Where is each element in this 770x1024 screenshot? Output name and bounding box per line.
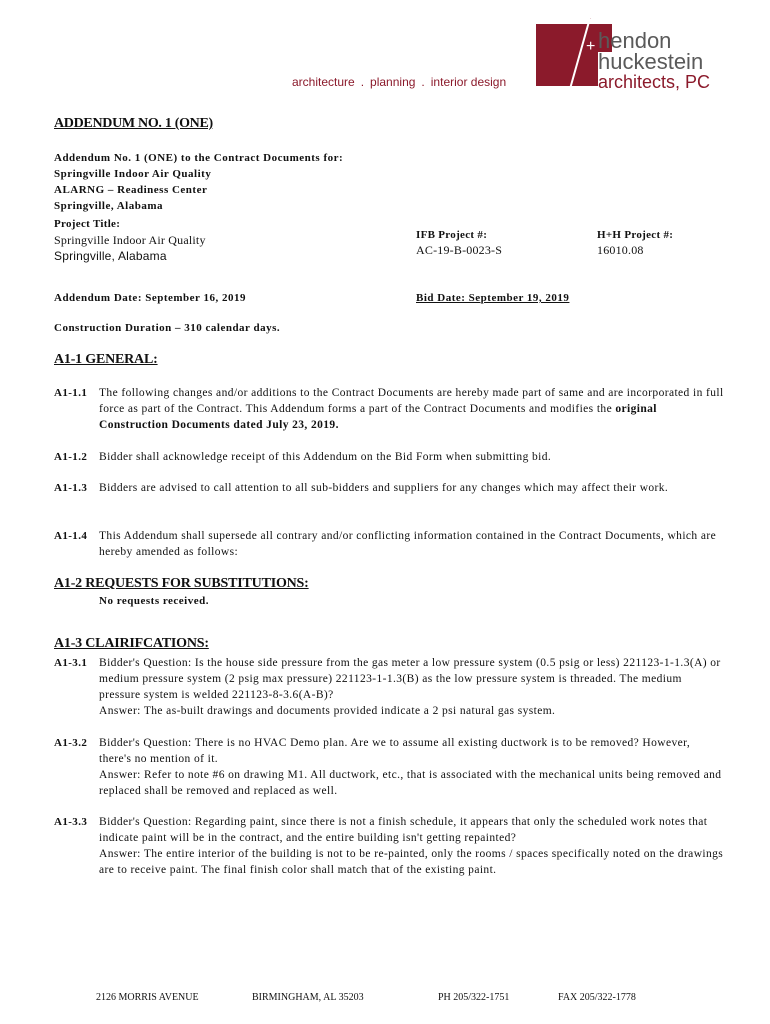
answer: Answer: Refer to note #6 on drawing M1. All ductwork, etc., that is associated with the mechanical units being removed and replaced shall be removed and replaced as well. bbox=[99, 769, 722, 797]
hh-project-value: 16010.08 bbox=[597, 243, 644, 257]
answer: Answer: The entire interior of the building is not to be re-painted, only the rooms / spaces specifically noted on the drawings are to receive paint. The final finish color shall match that of the existing paint. bbox=[99, 848, 724, 876]
construction-duration: Construction Duration – 310 calendar days. bbox=[54, 322, 281, 334]
addendum-date: Addendum Date: September 16, 2019 bbox=[54, 292, 246, 304]
tagline-part: interior design bbox=[430, 75, 507, 89]
tagline-sep: . bbox=[360, 75, 365, 89]
item-text: Bidder shall acknowledge receipt of this Addendum on the Bid Form when submitting bid. bbox=[99, 451, 552, 463]
item-number: A1-3.3 bbox=[54, 816, 88, 828]
hh-project-label: H+H Project #: bbox=[597, 229, 674, 241]
item-text-bold: original Construction Documents dated July 23, 2019. bbox=[99, 403, 657, 431]
ifb-project-label: IFB Project #: bbox=[416, 229, 488, 241]
bidder-question: Bidder's Question: There is no HVAC Demo plan. Are we to assume all existing ductwork is to be removed? However, there's no mention of it. bbox=[99, 737, 691, 765]
footer-phone: PH 205/322-1751 bbox=[438, 992, 510, 1003]
item-number: A1-1.2 bbox=[54, 451, 88, 463]
bidder-question: Bidder's Question: Is the house side pressure from the gas meter a low pressure system (0.5 psig or less) 221123-1-1.3(A) or medium pressure system (2 psig max pressure) 221123-1-1.3(B) as the low pressure system is threaded. The medium pressure system is welded 221123-8-3.6(A-B)? bbox=[99, 657, 721, 701]
item-text: The following changes and/or additions to the Contract Documents are hereby made part of same and are incorporated in full force as part of the Contract. This Addendum forms a part of the Contract Documents and modifies the bbox=[99, 387, 724, 415]
page-title: ADDENDUM NO. 1 (ONE) bbox=[54, 116, 213, 131]
footer-city: BIRMINGHAM, AL 35203 bbox=[252, 992, 364, 1003]
logo-slash-icon bbox=[560, 18, 600, 98]
footer-address: 2126 MORRIS AVENUE bbox=[96, 992, 199, 1003]
clarification-item bbox=[54, 655, 724, 719]
firm-name bbox=[598, 30, 710, 93]
project-title-value: Springville Indoor Air Quality bbox=[54, 233, 206, 247]
tagline-part: planning bbox=[370, 75, 416, 89]
item-number: A1-1.1 bbox=[54, 387, 88, 399]
tagline-part: architecture bbox=[292, 75, 355, 89]
item-number: A1-1.3 bbox=[54, 482, 88, 494]
ifb-project-value: AC-19-B-0023-S bbox=[416, 243, 503, 257]
clarification-item bbox=[54, 735, 724, 799]
intro-line: Springville, Alabama bbox=[54, 200, 164, 212]
item-number: A1-1.4 bbox=[54, 530, 88, 542]
general-item bbox=[54, 480, 724, 496]
clarification-item bbox=[54, 814, 724, 878]
substitutions-text: No requests received. bbox=[99, 595, 209, 607]
general-item bbox=[54, 385, 724, 433]
item-number: A1-3.2 bbox=[54, 737, 88, 749]
section-heading-clarifications: A1-3 CLAIRIFCATIONS: bbox=[54, 636, 209, 651]
firm-name-line1: hendon bbox=[598, 28, 672, 53]
firm-name-line3: architects, PC bbox=[598, 72, 711, 92]
firm-tagline bbox=[292, 75, 506, 89]
bid-date: Bid Date: September 19, 2019 bbox=[416, 292, 570, 304]
item-text: Bidders are advised to call attention to all sub-bidders and suppliers for any changes which may affect their work. bbox=[99, 482, 669, 494]
tagline-sep: . bbox=[421, 75, 425, 89]
general-item bbox=[54, 449, 724, 465]
project-title-label: Project Title: bbox=[54, 218, 121, 230]
project-location-value: Springville, Alabama bbox=[54, 249, 167, 263]
footer-fax: FAX 205/322-1778 bbox=[558, 992, 636, 1003]
answer: Answer: The as-built drawings and documents provided indicate a 2 psi natural gas system. bbox=[99, 705, 556, 717]
section-heading-substitutions: A1-2 REQUESTS FOR SUBSTITUTIONS: bbox=[54, 576, 309, 591]
section-heading-general: A1-1 GENERAL: bbox=[54, 352, 158, 367]
intro-line: Springville Indoor Air Quality bbox=[54, 168, 212, 180]
item-number: A1-3.1 bbox=[54, 657, 88, 669]
logo-plus-icon: + bbox=[586, 38, 596, 55]
firm-name-line2: huckestein bbox=[598, 49, 704, 74]
item-text: This Addendum shall supersede all contrary and/or conflicting information contained in the Contract Documents, which are hereby amended as follows: bbox=[99, 530, 717, 558]
bidder-question: Bidder's Question: Regarding paint, since there is not a finish schedule, it appears that only the scheduled work notes that indicate paint will be in the contract, and the entire building isn't getting repainted? bbox=[99, 816, 708, 844]
intro-line: Addendum No. 1 (ONE) to the Contract Documents for: bbox=[54, 152, 344, 164]
general-item bbox=[54, 528, 724, 560]
intro-line: ALARNG – Readiness Center bbox=[54, 184, 208, 196]
